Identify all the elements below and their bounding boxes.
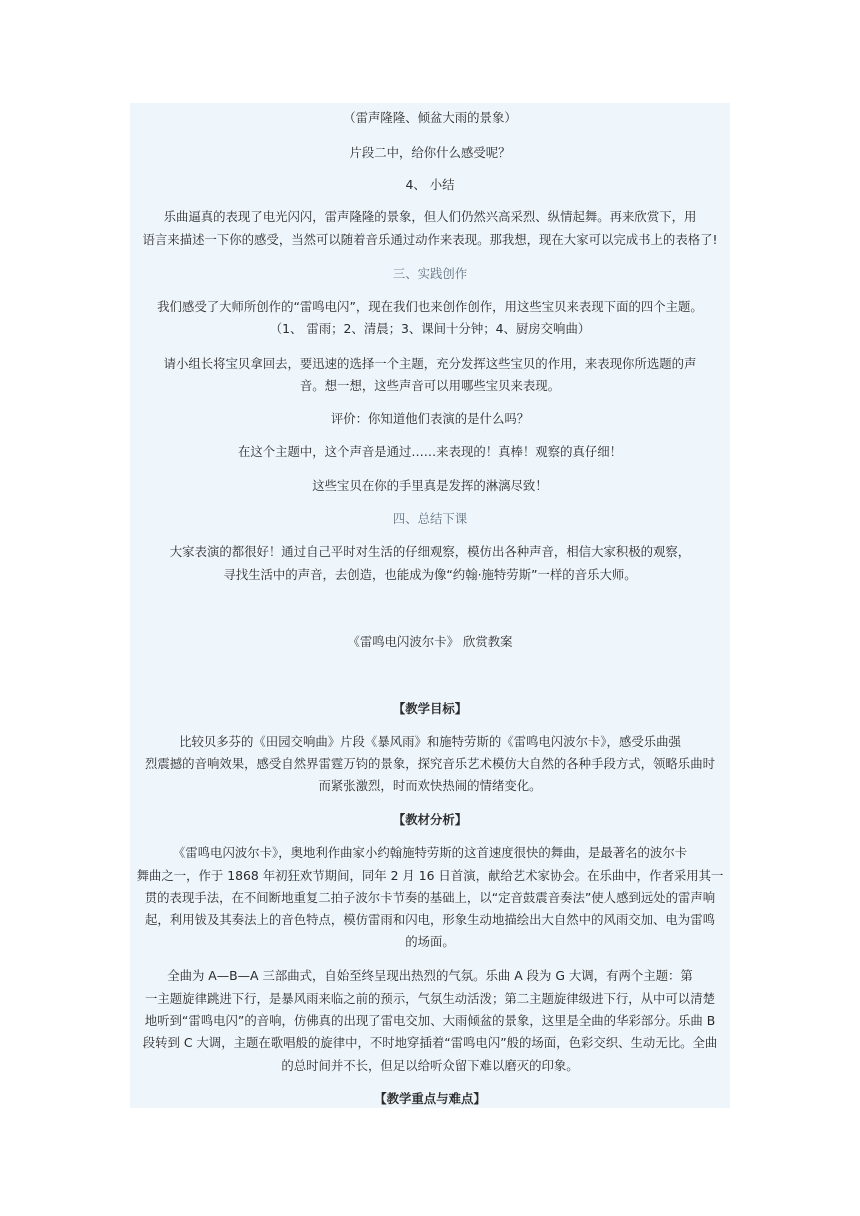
paragraph-line: 的总时间并不长，但足以给听众留下难以磨灭的印象。 — [281, 1058, 579, 1073]
section-heading: 4、 小结 — [405, 177, 455, 192]
text-line: 片段二中，给你什么感受呢？ — [349, 145, 511, 160]
text-line: 评价：你知道他们表演的是什么吗？ — [330, 411, 530, 426]
paragraph-line: 起，利用钹及其奏法上的音色特点，模仿雷雨和闪电，形象生动地描绘出大自然中的风雨交加、电为雷鸣 — [145, 912, 715, 927]
paragraph-line: 段转到 C 大调，主题在歌唱般的旋律中，不时地穿插着“雷鸣电闪”般的场面，色彩交织、生动无比。全曲 — [142, 1035, 718, 1050]
paragraph-line: 音。想一想，这些声音可以用哪些宝贝来表现。 — [299, 378, 561, 393]
paragraph-line: 一主题旋律跳进下行，是暴风雨来临之前的预示，气氛生动活泼；第二主题旋律级进下行，从中可以清楚 — [145, 991, 715, 1006]
text-line: （雷声隆隆、倾盆大雨的景象） — [343, 110, 517, 125]
section-heading: 三、实践创作 — [392, 266, 468, 281]
section-heading: 【教学重点与难点】 — [374, 1091, 486, 1106]
section-heading: 【教学目标】 — [392, 701, 468, 716]
text-line: 这些宝贝在你的手里真是发挥的淋漓尽致！ — [312, 478, 548, 493]
paragraph-line: 我们感受了大师所创作的“雷鸣电闪”，现在我们也来创作创作，用这些宝贝来表现下面的四个主题。 — [157, 299, 703, 314]
paragraph-line: 烈震撼的音响效果，感受自然界雷霆万钧的景象，探究音乐艺术模仿大自然的各种手段方式，领略乐曲时 — [145, 756, 715, 771]
paragraph-line: 贯的表现手法，在不间断地重复二拍子波尔卡节奏的基础上，以“定音鼓震音奏法”使人感到远处的雷声响 — [144, 890, 716, 905]
paragraph-line: 舞曲之一，作于 1868 年初狂欢节期间，同年 2 月 16 日首演，献给艺术家协会。在乐曲中，作者采用其一 — [136, 868, 724, 883]
paragraph-line: 请小组长将宝贝拿回去，要迅速的选择一个主题，充分发挥这些宝贝的作用，来表现你所选题的声 — [163, 356, 697, 371]
paragraph-line: 大家表演的都很好！通过自己平时对生活的仔细观察，模仿出各种声音，相信大家积极的观察， — [169, 544, 691, 559]
section-heading: 【教材分析】 — [392, 812, 468, 827]
paragraph-line: 比较贝多芬的《田园交响曲》片段《暴风雨》和施特劳斯的《雷鸣电闪波尔卡》，感受乐曲强 — [179, 734, 681, 749]
document-title: 《雷鸣电闪波尔卡》 欣赏教案 — [347, 634, 513, 649]
paragraph-line: 乐曲逼真的表现了电光闪闪，雷声隆隆的景象，但人们仍然兴高采烈、纵情起舞。再来欣赏下，用 — [163, 209, 697, 224]
paragraph-line: （1、 雷雨；2、清晨；3、课间十分钟；4、厨房交响曲） — [269, 321, 591, 336]
paragraph-line: 地听到“雷鸣电闪”的音响，仿佛真的出现了雷电交加、大雨倾盆的景象，这里是全曲的华彩部分。乐曲 B — [144, 1013, 716, 1028]
content-panel — [130, 103, 730, 1108]
paragraph-line: 语言来描述一下你的感受，当然可以随着音乐通过动作来表现。那我想，现在大家可以完成书上的表格了! — [142, 232, 718, 247]
paragraph-line: 寻找生活中的声音，去创造，也能成为像“约翰·施特劳斯”一样的音乐大师。 — [223, 567, 637, 582]
paragraph-line: 全曲为 A—B—A 三部曲式，自始至终呈现出热烈的气氛。乐曲 A 段为 G 大调，有两个主题：第 — [167, 968, 693, 983]
paragraph-line: 《雷鸣电闪波尔卡》，奥地利作曲家小约翰施特劳斯的这首速度很快的舞曲，是最著名的波尔卡 — [172, 845, 688, 860]
text-line: 在这个主题中，这个声音是通过……来表现的！真棒！观察的真仔细！ — [237, 444, 623, 459]
paragraph-line: 的场面。 — [405, 934, 455, 949]
paragraph-line: 而紧张激烈，时而欢快热闹的情绪变化。 — [318, 778, 542, 793]
section-heading: 四、总结下课 — [392, 511, 468, 526]
